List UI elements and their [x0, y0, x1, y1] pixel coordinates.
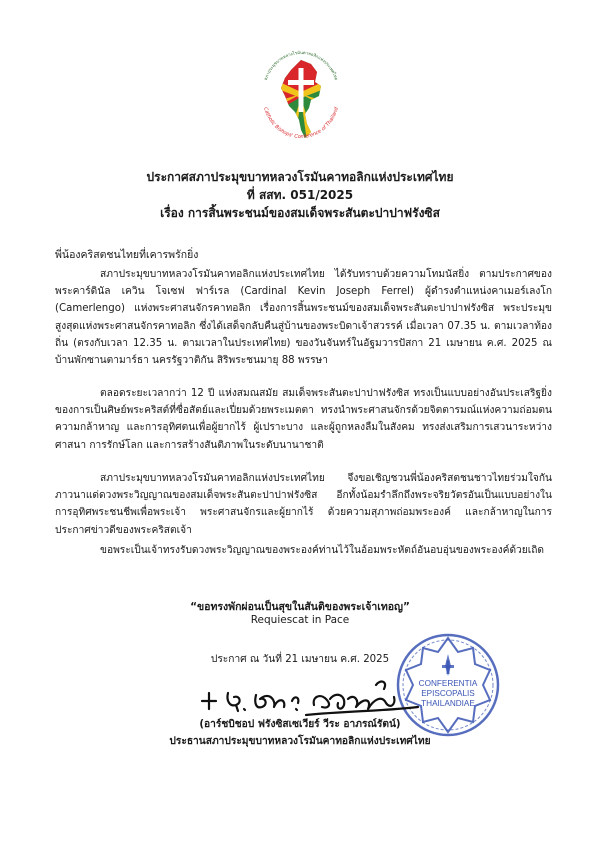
signer-title: ประธานสภาประมุขบาทหลวงโรมันคาทอลิกแห่งประเทศไทย	[169, 736, 431, 747]
svg-text:Catholic Bishops' Conference o: Catholic Bishops' Conference of Thailand	[262, 106, 340, 141]
body-paragraph-2: ตลอดระยะเวลากว่า 12 ปี แห่งสมณสมัย สมเด็จพระสันตะปาปาฟรังซิส ทรงเป็นแบบอย่างอันประเสริฐยิ่ง ของการเป็นศิษย์พระคริสต์ที่ซื่อสัตย์และเปี่ยมด้วยพระเมตตา ทรงนำพระศาสนจักรด้วยจิตตารมณ์แห่งความถ่อมตน ความกล้าหาญ และการอุทิศตนเพื่อผู้ยากไร้ ผู้เปราะบาง และผู้ถูกหลงลืมในสังคม ทรงส่งเสริมการเสวนาระหว่างศาสนา การรักษ์โลก และการสร้างสันติภาพในระดับนานาชาติ	[55, 388, 552, 451]
body-paragraph-4: ขอพระเป็นเจ้าทรงรับดวงพระวิญญาณของพระองค์ท่านไว้ในอ้อมพระหัตถ์อันอบอุ่นของพระองค์ด้วยเถิด	[100, 545, 545, 556]
svg-text:EPISCOPALIS: EPISCOPALIS	[421, 689, 475, 698]
subject-line: เรื่อง การสิ้นพระชนม์ของสมเด็จพระสันตะปาปาฟรังซิส	[160, 206, 440, 220]
cbct-logo	[255, 42, 347, 150]
handwritten-signature	[196, 671, 426, 721]
document-header	[60, 168, 540, 222]
issue-date: ประกาศ ณ วันที่ 21 เมษายน ค.ศ. 2025	[210, 654, 390, 665]
svg-text:THAILANDIAE: THAILANDIAE	[421, 699, 475, 708]
svg-text:สภาประมุขบาทหลวงโรมันคาทอลิกแห: สภาประมุขบาทหลวงโรมันคาทอลิกแห่งประเทศไทย	[262, 49, 340, 81]
body-paragraph-3: สภาประมุขบาทหลวงโรมันคาทอลิกแห่งประเทศไทย จึงขอเชิญชวนพี่น้องคริสตชนชาวไทยร่วมใจกันภาวนาแด่ดวงพระวิญญาณของสมเด็จพระสันตะปาปาฟรังซิส อีกทั้งน้อมรำลึกถึงพระจริยวัตรอันเป็นแบบอย่างในการอุทิศพระชนชีพเพื่อพระเจ้า พระศาสนจักรและผู้ยากไร้ ด้วยความสุภาพถ่อมพระองค์ และกล้าหาญในการประกาศข่าวดีของพระคริสตเจ้า	[55, 473, 552, 536]
signer-name: (อาร์ชบิชอป ฟรังซิสเซเวียร์ วีระ อาภรณ์รัตน์)	[199, 719, 401, 730]
reference-number: ที่ สสท. 051/2025	[246, 188, 354, 202]
svg-text:CONFERENTIA: CONFERENTIA	[418, 679, 478, 688]
latin-motto: Requiescat in Pace	[250, 614, 350, 626]
closing-motto: “ขอทรงพักผ่อนเป็นสุขในสันติของพระเจ้าเทอญ”	[190, 601, 410, 613]
announcement-title: ประกาศสภาประมุขบาทหลวงโรมันคาทอลิกแห่งประเทศไทย	[146, 170, 454, 184]
logo-emblem-icon	[255, 42, 347, 150]
body-paragraph-1: สภาประมุขบาทหลวงโรมันคาทอลิกแห่งประเทศไทย ได้รับทราบด้วยความโทมนัสยิ่ง ตามประกาศของพระคาร์ดินัล เควิน โจเซฟ ฟาร์เรล (Cardinal Kevin Joseph Ferrel) ผู้ดำรงตำแหน่งคาเมอร์เลงโก (Camerlengo) แห่งพระศาสนจักรคาทอลิก เรื่องการสิ้นพระชนม์ของสมเด็จพระสันตะปาปาฟรังซิส พระประมุขสูงสุดแห่งพระศาสนจักรคาทอลิก ซึ่งได้เสด็จกลับคืนสู่บ้านของพระบิดาเจ้าสวรรค์ เมื่อเวลา 07.35 น. ตามเวลาท้องถิ่น (ตรงกับเวลา 12.35 น. ตามเวลาในประเทศไทย) ของวันจันทร์ในอัฐมวารปัสกา 21 เมษายน ค.ศ. 2025 ณ บ้านพักซานตามาร์ธา นครรัฐวาติกัน สิริพระชนมายุ 88 พรรษา	[55, 269, 552, 367]
signature-icon	[196, 671, 426, 721]
salutation: พี่น้องคริสตชนไทยที่เคารพรักยิ่ง	[55, 249, 199, 261]
